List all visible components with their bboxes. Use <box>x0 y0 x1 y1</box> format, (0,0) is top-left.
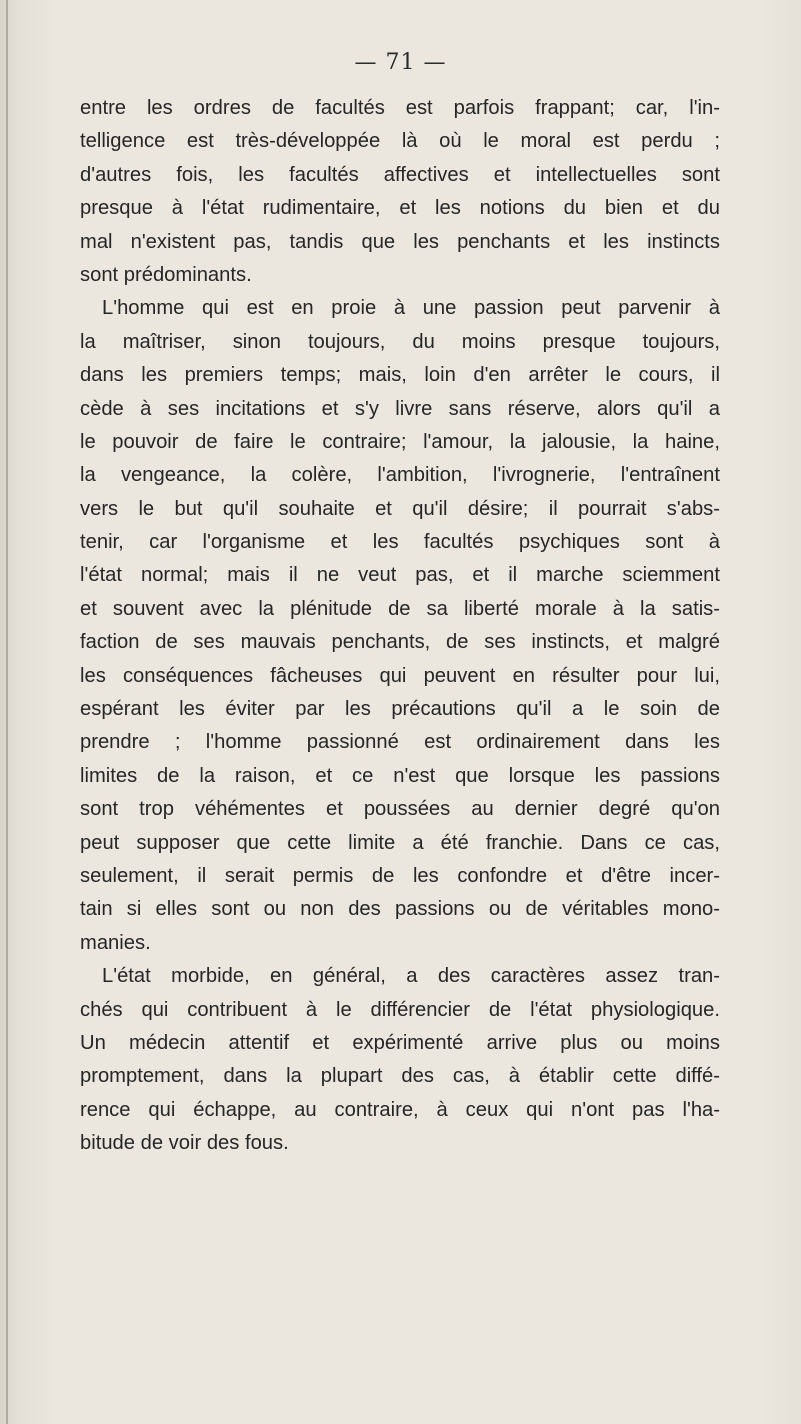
text-line: vers le but qu'il souhaite et qu'il désire; il pourrait s'abs- <box>80 497 720 520</box>
text-line: la vengeance, la colère, l'ambition, l'ivrognerie, l'entraînent <box>80 464 720 487</box>
text-line: sont prédominants. <box>80 263 252 286</box>
text-line: presque à l'état rudimentaire, et les notions du bien et du <box>80 197 720 220</box>
text-line: prendre ; l'homme passionné est ordinairement dans les <box>80 731 720 754</box>
text-line: cède à ses incitations et s'y livre sans réserve, alors qu'il a <box>80 397 720 420</box>
text-line: dans les premiers temps; mais, loin d'en arrêter le cours, il <box>80 364 720 387</box>
text-line: la maîtriser, sinon toujours, du moins presque toujours, <box>80 330 720 353</box>
text-line: chés qui contribuent à le différencier de l'état physiologique. <box>80 998 720 1021</box>
text-line: sont trop véhémentes et poussées au dernier degré qu'on <box>80 798 720 821</box>
body-text <box>80 92 720 1161</box>
binding-edge <box>6 0 8 1424</box>
text-line: peut supposer que cette limite a été franchie. Dans ce cas, <box>80 831 720 854</box>
text-line: d'autres fois, les facultés affectives et intellectuelles sont <box>80 163 720 186</box>
text-line: seulement, il serait permis de les confondre et d'être incer- <box>80 864 720 887</box>
text-line: promptement, dans la plupart des cas, à établir cette diffé- <box>80 1065 720 1088</box>
text-line: bitude de voir des fous. <box>80 1132 289 1155</box>
text-line: entre les ordres de facultés est parfois frappant; car, l'in- <box>80 97 720 119</box>
text-line: mal n'existent pas, tandis que les penchants et les instincts <box>80 230 720 253</box>
page-number: — 71 — <box>354 50 447 75</box>
text-line: tenir, car l'organisme et les facultés psychiques sont à <box>80 531 720 554</box>
text-line: le pouvoir de faire le contraire; l'amour, la jalousie, la haine, <box>80 430 720 453</box>
text-line: faction de ses mauvais penchants, de ses instincts, et malgré <box>80 631 720 654</box>
text-line: telligence est très-développée là où le moral est perdu ; <box>80 130 720 153</box>
text-line: L'état morbide, en général, a des caractères assez tran- <box>102 965 720 988</box>
text-line: l'état normal; mais il ne veut pas, et il marche sciemment <box>80 564 720 587</box>
text-line: les conséquences fâcheuses qui peuvent en résulter pour lui, <box>80 664 720 687</box>
text-line: manies. <box>80 931 151 954</box>
text-line: tain si elles sont ou non des passions ou de véritables mono- <box>80 898 720 921</box>
text-line: rence qui échappe, au contraire, à ceux qui n'ont pas l'ha- <box>80 1098 720 1121</box>
text-line: espérant les éviter par les précautions qu'il a le soin de <box>80 698 720 721</box>
text-line: Un médecin attentif et expérimenté arrive plus ou moins <box>80 1031 720 1054</box>
text-line: L'homme qui est en proie à une passion peut parvenir à <box>102 297 720 320</box>
text-line: et souvent avec la plénitude de sa liberté morale à la satis- <box>80 597 720 620</box>
text-line: limites de la raison, et ce n'est que lorsque les passions <box>80 764 720 787</box>
